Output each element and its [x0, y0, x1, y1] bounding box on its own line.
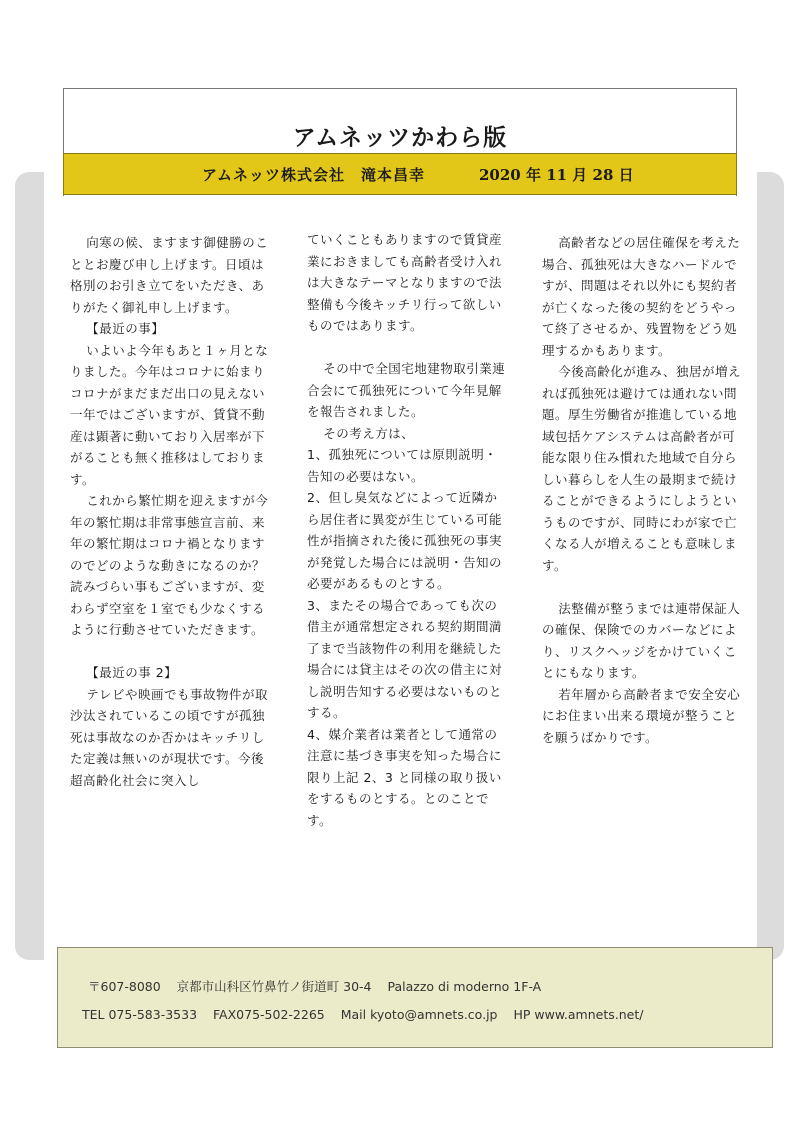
company-author: アムネッツ株式会社 滝本昌幸: [202, 166, 425, 184]
paragraph: 今後高齢化が進み、独居が増えれば孤独死は避けては通れない問題。厚生労働省が推進している地域包括ケアシステムは高齢者が可能な限り住み慣れた地域で自分らしい暮らしを人生の最期まで続けることができるようにしようというものですが、同時にわが家で亡くなる人が増えることも意味します。: [542, 364, 742, 573]
paragraph: 高齢者などの居住確保を考えた場合、孤独死は大きなハードルですが、問題はそれ以外にも契約者が亡くなった後の契約をどうやって終了させるか、残置物をどう処理するかもあります。: [542, 235, 741, 358]
paragraph: ていくこともありますので賃貸産業におきましても高齢者受け入れは大きなテーマとなりますので法整備も今後キッチリ行って欲しいものではあります。: [307, 232, 503, 333]
spacer: [307, 337, 507, 359]
tel-number: TEL 075-583-3533: [82, 1007, 198, 1022]
list-item: 4、媒介業者は業者として通常の注意に基づき事実を知った場合に限り上記 2、3 と同様の取り扱いをするものとする。とのことです。: [307, 726, 503, 828]
paragraph: テレビや映画でも事故物件が取沙汰されているこの頃ですが孤独死は事故なのか否かはキッチリした定義は無いのが現状です。今後超高齢化社会に突入し: [70, 686, 269, 788]
list-item: 2、但し臭気などによって近隣から居住者に異変が生じている可能性が指摘された後に孤独死の事実が発覚した場合には説明・告知の必要があるものとする。: [307, 490, 503, 591]
column-3: [542, 232, 742, 748]
issue-date: 2020 年 11 月 28 日: [479, 166, 634, 184]
building-name: Palazzo di moderno 1F-A: [387, 979, 542, 994]
article-columns: [70, 232, 740, 872]
list-item: 3、またその場合であっても次の借主が通常想定される契約期間満了まで当該物件の利用を継続した場合には貸主はその次の借主に対し説明告知する必要はないものとする。: [307, 597, 503, 720]
street-address: 京都市山科区竹鼻竹ノ街道町 30-4: [176, 979, 372, 994]
paragraph: これから繁忙期を迎えますが今年の繁忙期は非常事態宣言前、来年の繁忙期はコロナ禍となりますのでどのような動きになるのか？読みづらい事もございますが、変わらず空室を１室でも少なくするように行動させていただきます。: [70, 493, 269, 637]
contact-line: [82, 1007, 643, 1022]
paragraph: 若年層から高齢者まで安全安心にお住まい出来る環境が整うことを願うばかりです。: [542, 686, 741, 745]
fax-number: FAX075-502-2265: [213, 1007, 325, 1022]
newsletter-title: アムネッツかわら版: [292, 124, 508, 151]
section-heading-recent-2: 【最近の事 2】: [86, 665, 178, 680]
list-item: 1、孤独死については原則説明・告知の必要はない。: [307, 447, 498, 484]
website-link[interactable]: HP www.amnets.net/: [513, 1007, 644, 1022]
spacer: [70, 641, 270, 663]
paragraph: いよいよ今年もあと１ヶ月となりました。今年はコロナに始まりコロナがまだまだ出口の見えない一年ではございますが、賃貸不動産は顕著に動いており入居率が下がることも無く推移はしております。: [70, 342, 269, 487]
address-line: [88, 977, 541, 995]
paragraph: 法整備が整うまでは連帯保証人の確保、保険でのカバーなどにより、リスクヘッジをかけていくことにもなります。: [542, 600, 741, 680]
column-1: [70, 232, 270, 791]
greeting-paragraph: 向寒の候、ますます御健勝のこととお慶び申し上げます。日頃は格別のお引き立てをいただき、ありがたく御礼申し上げます。: [70, 235, 269, 315]
paragraph: その考え方は、: [323, 425, 415, 441]
subtitle-bar: [63, 153, 737, 195]
column-2: [307, 229, 507, 831]
section-heading-recent: 【最近の事】: [86, 321, 165, 336]
postal-code: 〒607-8080: [88, 979, 161, 994]
email-address[interactable]: Mail kyoto@amnets.co.jp: [340, 1007, 498, 1022]
paragraph: その中で全国宅地建物取引業連合会にて孤独死について今年見解を報告されました。: [307, 361, 506, 419]
contact-footer: [57, 947, 773, 1048]
spacer: [542, 576, 742, 598]
